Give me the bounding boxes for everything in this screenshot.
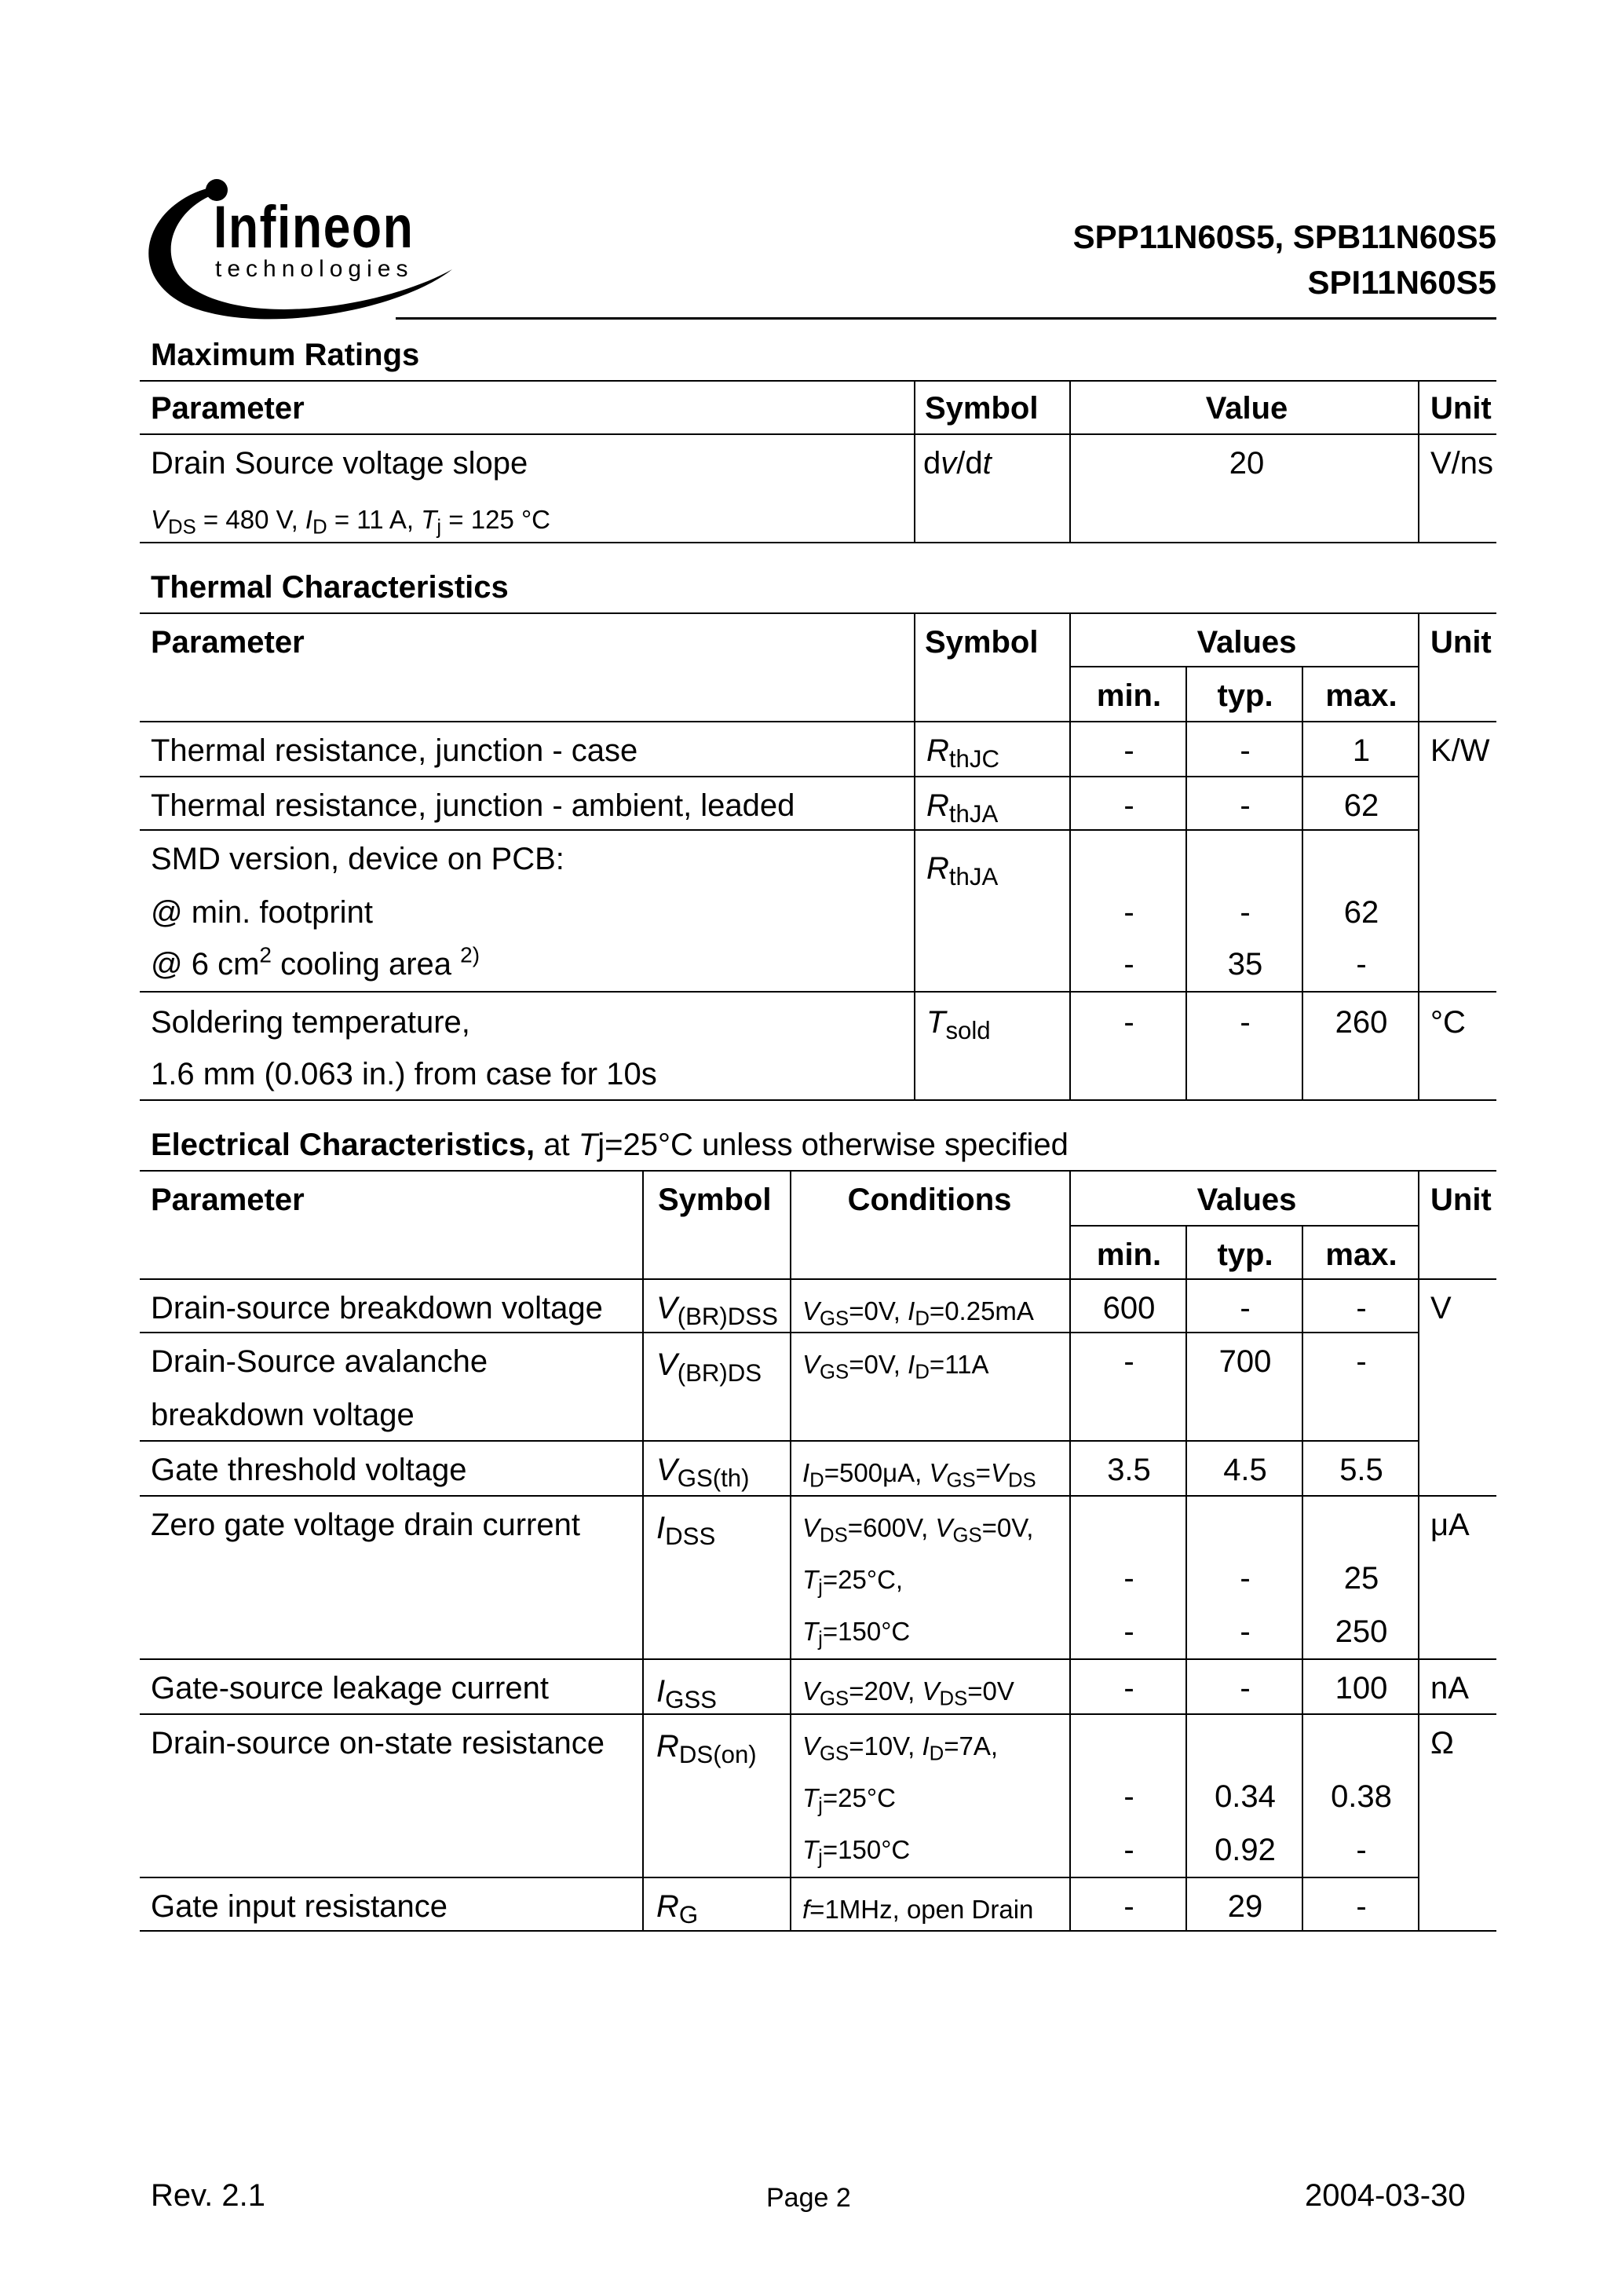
elec-r7-param: Gate input resistance (151, 1889, 448, 1924)
elec-r5-cond: $V_{GS}=20V$, $V_{DS}=0V$ (802, 1676, 1014, 1710)
elec-r6-unit: Ω (1430, 1726, 1454, 1760)
thermal-r1-min: - (1123, 733, 1134, 768)
elec-r1-typ: - (1240, 1291, 1251, 1325)
thermal-r1-unit: K/W (1430, 733, 1490, 768)
elec-r6-param: Drain-source on-state resistance (151, 1726, 605, 1760)
rule (1418, 612, 1419, 1099)
rule (1069, 1170, 1071, 1930)
elec-r2-param2: breakdown voltage (151, 1398, 415, 1432)
thermal-r4-min: - (1123, 1005, 1134, 1040)
elec-r1-max: - (1356, 1291, 1367, 1325)
rule (140, 1440, 1418, 1442)
thermal-r4-max: 260 (1335, 1005, 1388, 1040)
elec-r4a-max: 25 (1343, 1561, 1379, 1596)
elec-r6-cond3: $T_j=150^\circ C$ (802, 1835, 911, 1869)
rule (140, 721, 1496, 722)
elec-r5-symbol: $I_{GSS}$ (656, 1674, 717, 1713)
elec-r1-unit: V (1430, 1291, 1452, 1325)
logo-word: Infineon (214, 194, 415, 261)
max-row-param: Drain Source voltage slope (151, 446, 528, 481)
elec-r7-min: - (1123, 1889, 1134, 1924)
thermal-r2-param: Thermal resistance, junction - ambient, leaded (151, 788, 795, 823)
elec-h-unit: Unit (1430, 1183, 1492, 1217)
header-rule (396, 317, 1496, 320)
max-row-conditions: $V_{DS} = 480$ V, $I_D = 11$ A, $T_j = 125$ °C (151, 505, 551, 539)
rule (1302, 1225, 1303, 1930)
elec-r4-cond3: $T_j=150^\circ C$ (802, 1617, 911, 1651)
thermal-h-unit: Unit (1430, 625, 1492, 660)
thermal-r1-max: 1 (1352, 733, 1371, 768)
rule (140, 1332, 1418, 1333)
rule (140, 1713, 1496, 1715)
rule (790, 1170, 791, 1930)
rule (1069, 612, 1071, 1099)
thermal-h-symbol: Symbol (925, 625, 1039, 660)
thermal-r1-param: Thermal resistance, junction - case (151, 733, 638, 768)
rule (1185, 1225, 1187, 1930)
elec-r5-unit: nA (1430, 1671, 1469, 1706)
rule (1418, 380, 1419, 542)
thermal-h-values: Values (1196, 625, 1297, 660)
elec-r6-symbol: $R_{DS(on)}$ (656, 1729, 757, 1768)
max-row-symbol: dv/dt (923, 446, 992, 481)
rule (1418, 1170, 1419, 1930)
elec-title: Electrical Characteristics, at Tj=25°C unless otherwise specified (151, 1128, 1069, 1162)
elec-r1-param: Drain-source breakdown voltage (151, 1291, 603, 1325)
thermal-r2-min: - (1123, 788, 1134, 823)
elec-h-param: Parameter (151, 1183, 305, 1217)
rule (140, 1930, 1496, 1932)
elec-r1-cond: $V_{GS}=0V$, $I_D=0.25mA$ (802, 1296, 1034, 1330)
thermal-r3b-param: @ 6 $cm^2$ cooling area $^{2)}$ (151, 942, 480, 982)
footer-page: Page 2 (766, 2183, 851, 2213)
elec-r3-typ: 4.5 (1223, 1453, 1267, 1487)
rule (140, 776, 1418, 777)
elec-h-values: Values (1196, 1183, 1297, 1217)
rule (1302, 666, 1303, 1099)
elec-r4a-min: - (1123, 1561, 1134, 1596)
max-row-unit: V/ns (1430, 446, 1494, 481)
elec-r3-max: 5.5 (1339, 1453, 1383, 1487)
elec-r3-min: 3.5 (1107, 1453, 1151, 1487)
rule (140, 1495, 1496, 1497)
elec-r2-param: Drain-Source avalanche (151, 1344, 488, 1379)
max-h-param: Parameter (151, 391, 305, 426)
elec-r6-cond1: $V_{GS}=10V$, $I_D=7A$, (802, 1731, 999, 1765)
rule (642, 1170, 644, 1930)
rule (140, 1099, 1496, 1101)
rule (140, 991, 1496, 993)
elec-h-max: max. (1325, 1238, 1397, 1272)
footer-date: 2004-03-30 (1305, 2178, 1466, 2213)
rule (140, 612, 1496, 614)
elec-r6a-max: 0.38 (1331, 1779, 1392, 1814)
rule (140, 433, 1496, 435)
elec-r2-typ: 700 (1218, 1344, 1272, 1379)
rule (140, 829, 1418, 831)
rule (1069, 1225, 1418, 1227)
rule (140, 1170, 1496, 1172)
elec-r3-cond: $I_D=500\mu A$, $V_{GS}=V_{DS}$ (802, 1458, 1036, 1492)
elec-r3-symbol: $V_{GS(th)}$ (656, 1453, 750, 1492)
rule (140, 542, 1496, 543)
max-h-unit: Unit (1430, 391, 1492, 426)
elec-r4b-typ: - (1240, 1614, 1251, 1649)
thermal-h-min: min. (1096, 678, 1162, 713)
thermal-r4-param2: 1.6 mm (0.063 in.) from case for 10s (151, 1057, 657, 1091)
elec-r2-symbol: $V_{(BR)DS}$ (656, 1347, 762, 1387)
part-numbers-line2: SPI11N60S5 (1307, 264, 1496, 301)
thermal-r4-symbol: $T_{sold}$ (926, 1005, 991, 1044)
elec-r4-symbol: $I_{DSS}$ (656, 1511, 716, 1550)
elec-r4-cond2: $T_j=25^\circ C$, (802, 1565, 904, 1599)
rule (1069, 380, 1071, 542)
thermal-r4-param: Soldering temperature, (151, 1005, 470, 1040)
elec-r4-cond1: $V_{DS}=600V$, $V_{GS}=0V$, (802, 1513, 1034, 1547)
elec-r6-cond2: $T_j=25^\circ C$ (802, 1783, 896, 1817)
elec-r5-param: Gate-source leakage current (151, 1671, 549, 1706)
rule (140, 1877, 1418, 1878)
rule (140, 380, 1496, 382)
elec-r7-cond: f=1MHz, open Drain (802, 1895, 1034, 1924)
elec-r1-symbol: $V_{(BR)DSS}$ (656, 1291, 778, 1330)
max-row-value: 20 (1229, 446, 1265, 481)
thermal-h-param: Parameter (151, 625, 305, 660)
rule (1069, 666, 1418, 667)
thermal-r3a-max: 62 (1343, 895, 1379, 930)
thermal-r2-max: 62 (1343, 788, 1379, 823)
elec-r4-unit: μA (1430, 1508, 1470, 1542)
elec-r5-min: - (1123, 1671, 1134, 1706)
thermal-r1-typ: - (1240, 733, 1251, 768)
elec-r7-typ: 29 (1227, 1889, 1263, 1924)
thermal-r2-symbol: $R_{thJA}$ (926, 788, 999, 828)
elec-r4b-min: - (1123, 1614, 1134, 1649)
max-ratings-title: Maximum Ratings (151, 338, 420, 372)
elec-r7-max: - (1356, 1889, 1367, 1924)
elec-r2-max: - (1356, 1344, 1367, 1379)
elec-r4-param: Zero gate voltage drain current (151, 1508, 580, 1542)
rule (914, 612, 915, 1099)
footer-revision: Rev. 2.1 (151, 2178, 265, 2213)
elec-r4a-typ: - (1240, 1561, 1251, 1596)
elec-r7-symbol: $R_G$ (656, 1889, 699, 1929)
thermal-r1-symbol: $R_{thJC}$ (926, 733, 1000, 773)
elec-r6b-max: - (1356, 1833, 1367, 1867)
elec-r2-min: - (1123, 1344, 1134, 1379)
thermal-r4-unit: °C (1430, 1005, 1466, 1040)
thermal-r3b-typ: 35 (1227, 947, 1263, 982)
elec-h-min: min. (1096, 1238, 1162, 1272)
thermal-h-typ: typ. (1217, 678, 1273, 713)
elec-r6b-min: - (1123, 1833, 1134, 1867)
elec-r3-param: Gate threshold voltage (151, 1453, 467, 1487)
rule (140, 1278, 1496, 1280)
thermal-r3-param: SMD version, device on PCB: (151, 842, 564, 876)
elec-r6a-min: - (1123, 1779, 1134, 1814)
elec-h-symbol: Symbol (658, 1183, 772, 1217)
thermal-r3a-param: @ min. footprint (151, 895, 373, 930)
rule (914, 380, 915, 542)
rule (140, 1658, 1496, 1660)
thermal-r3b-min: - (1123, 947, 1134, 982)
elec-r5-typ: - (1240, 1671, 1251, 1706)
thermal-h-max: max. (1325, 678, 1397, 713)
thermal-r3a-min: - (1123, 895, 1134, 930)
part-numbers-line1: SPP11N60S5, SPB11N60S5 (1072, 218, 1496, 255)
thermal-r2-typ: - (1240, 788, 1251, 823)
elec-r6b-typ: 0.92 (1215, 1833, 1276, 1867)
elec-r4b-max: 250 (1335, 1614, 1388, 1649)
thermal-r3a-typ: - (1240, 895, 1251, 930)
elec-h-cond: Conditions (847, 1183, 1012, 1217)
thermal-title: Thermal Characteristics (151, 570, 509, 605)
thermal-r4-typ: - (1240, 1005, 1251, 1040)
thermal-r3b-max: - (1356, 947, 1367, 982)
max-h-value: Value (1205, 391, 1288, 426)
elec-r2-cond: $V_{GS}=0V$, $I_D=11A$ (802, 1350, 989, 1384)
elec-r1-min: 600 (1102, 1291, 1156, 1325)
rule (1185, 666, 1187, 1099)
elec-r5-max: 100 (1335, 1671, 1388, 1706)
max-h-symbol: Symbol (925, 391, 1039, 426)
elec-h-typ: typ. (1217, 1238, 1273, 1272)
elec-r6a-typ: 0.34 (1215, 1779, 1276, 1814)
logo-subtitle: technologies (215, 256, 414, 282)
thermal-r3-symbol: $R_{thJA}$ (926, 851, 999, 890)
